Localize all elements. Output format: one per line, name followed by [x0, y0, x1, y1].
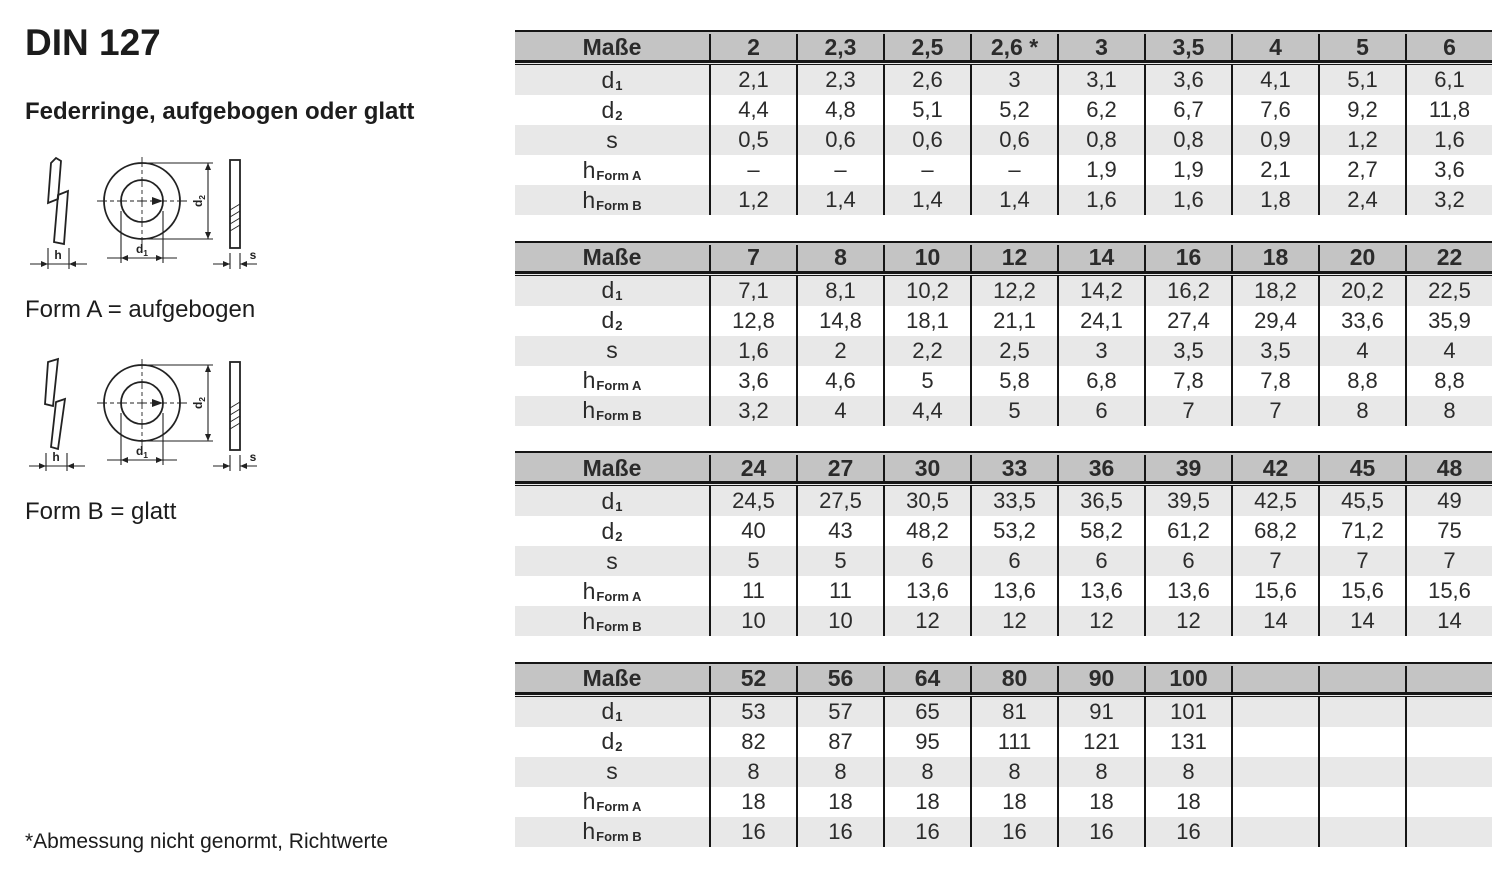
value-cell: 3,5: [1144, 336, 1231, 366]
value-cell: 6,8: [1057, 366, 1144, 396]
size-header-cell: 16: [1144, 245, 1231, 271]
value-cell: 11,8: [1405, 95, 1492, 125]
value-cell: 7: [1231, 396, 1318, 426]
value-cell: [1231, 697, 1318, 727]
table-row: [515, 757, 1492, 787]
size-header-cell: 27: [796, 455, 883, 481]
row-label-cell: d 1: [601, 487, 623, 514]
value-cell: –: [883, 155, 970, 185]
value-cell: 4: [796, 396, 883, 426]
value-cell: 12,8: [709, 306, 796, 336]
value-cell: [1318, 727, 1405, 757]
value-cell: 4: [1405, 336, 1492, 366]
table-row: [515, 306, 1492, 336]
value-cell: 13,6: [970, 576, 1057, 606]
value-cell: 1,9: [1144, 155, 1231, 185]
value-cell: 18: [883, 787, 970, 817]
table-row: [515, 486, 1492, 516]
value-cell: 2,1: [1231, 155, 1318, 185]
value-cell: 16: [1144, 817, 1231, 847]
value-cell: 10: [709, 606, 796, 636]
value-cell: 8: [1057, 757, 1144, 787]
value-cell: 7: [1405, 546, 1492, 576]
value-cell: 33,6: [1318, 306, 1405, 336]
value-cell: 4,8: [796, 95, 883, 125]
size-header-cell: 24: [709, 455, 796, 481]
value-cell: 1,6: [1405, 125, 1492, 155]
tables-column: [515, 30, 1492, 872]
value-cell: [1405, 697, 1492, 727]
value-cell: 3,6: [1144, 65, 1231, 95]
table-row: [515, 366, 1492, 396]
page-title: DIN 127: [25, 22, 161, 63]
value-cell: 18: [709, 787, 796, 817]
value-cell: [1231, 817, 1318, 847]
size-header-cell: 22: [1405, 245, 1492, 271]
row-label-cell: s: [606, 126, 618, 153]
value-cell: –: [709, 155, 796, 185]
value-cell: [1405, 817, 1492, 847]
value-cell: 18: [1057, 787, 1144, 817]
value-cell: 20,2: [1318, 276, 1405, 306]
value-cell: 10,2: [883, 276, 970, 306]
value-cell: 11: [709, 576, 796, 606]
value-cell: 12: [1057, 606, 1144, 636]
value-cell: [1405, 757, 1492, 787]
value-cell: 0,6: [796, 125, 883, 155]
value-cell: 8: [1405, 396, 1492, 426]
value-cell: 58,2: [1057, 516, 1144, 546]
value-cell: 6: [1057, 546, 1144, 576]
size-header-cell: 14: [1057, 245, 1144, 271]
row-label-cell: h Form A: [582, 788, 642, 814]
value-cell: 18,2: [1231, 276, 1318, 306]
value-cell: 2,6: [883, 65, 970, 95]
value-cell: 0,5: [709, 125, 796, 155]
value-cell: [1318, 757, 1405, 787]
value-cell: 1,4: [883, 185, 970, 215]
table-row: [515, 396, 1492, 426]
form-a-cross-section: [230, 160, 240, 248]
value-cell: 5,2: [970, 95, 1057, 125]
size-header-cell: 90: [1057, 666, 1144, 692]
value-cell: 16: [970, 817, 1057, 847]
value-cell: 8,8: [1318, 366, 1405, 396]
value-cell: 8: [796, 757, 883, 787]
value-cell: 4,4: [709, 95, 796, 125]
form-b-side-view: [45, 359, 65, 449]
masse-header-cell: Maße: [582, 455, 642, 481]
value-cell: 24,5: [709, 486, 796, 516]
value-cell: 35,9: [1405, 306, 1492, 336]
left-column: [25, 22, 505, 526]
value-cell: 6: [1144, 546, 1231, 576]
size-header-cell: [1405, 666, 1492, 692]
table-row: [515, 95, 1492, 125]
value-cell: [1318, 817, 1405, 847]
table-header-row: [515, 245, 1492, 274]
value-cell: 3,2: [1405, 185, 1492, 215]
value-cell: 13,6: [1057, 576, 1144, 606]
value-cell: 18: [970, 787, 1057, 817]
size-header-cell: 6: [1405, 34, 1492, 60]
size-header-cell: 4: [1231, 34, 1318, 60]
value-cell: 12: [883, 606, 970, 636]
row-label-cell: d 1: [601, 698, 623, 724]
value-cell: 14,2: [1057, 276, 1144, 306]
value-cell: 12: [1144, 606, 1231, 636]
table-row: [515, 65, 1492, 95]
value-cell: 5,8: [970, 366, 1057, 396]
masse-header-cell: Maße: [582, 34, 642, 60]
table-row: [515, 546, 1492, 576]
size-header-cell: 100: [1144, 666, 1231, 692]
value-cell: 10: [796, 606, 883, 636]
value-cell: 33,5: [970, 486, 1057, 516]
table-row: [515, 155, 1492, 185]
value-cell: 40: [709, 516, 796, 546]
s-dimension-arrows: [223, 463, 247, 469]
value-cell: 1,4: [796, 185, 883, 215]
value-cell: 82: [709, 727, 796, 757]
size-header-cell: 10: [883, 245, 970, 271]
value-cell: 81: [970, 697, 1057, 727]
value-cell: 53,2: [970, 516, 1057, 546]
dim-label-d1: $d_1$: [135, 242, 149, 258]
size-header-cell: 56: [796, 666, 883, 692]
value-cell: 27,4: [1144, 306, 1231, 336]
d1-pointer-arrow: [152, 399, 163, 407]
value-cell: 2,5: [970, 336, 1057, 366]
size-header-cell: 2,3: [796, 34, 883, 60]
dim-label-d2: $d_2$: [191, 194, 207, 208]
value-cell: 18: [796, 787, 883, 817]
value-cell: 14,8: [796, 306, 883, 336]
size-header-cell: [1318, 666, 1405, 692]
value-cell: 4,6: [796, 366, 883, 396]
form-b-technical-drawing: [25, 356, 260, 496]
value-cell: [1318, 787, 1405, 817]
value-cell: 1,4: [970, 185, 1057, 215]
value-cell: 48,2: [883, 516, 970, 546]
value-cell: 14: [1318, 606, 1405, 636]
row-label-cell: h Form B: [582, 186, 642, 213]
value-cell: 5: [970, 396, 1057, 426]
footnote: *Abmessung nicht genormt, Richtwerte: [25, 830, 388, 853]
value-cell: 1,6: [709, 336, 796, 366]
value-cell: 2,4: [1318, 185, 1405, 215]
value-cell: 16: [883, 817, 970, 847]
value-cell: 6,7: [1144, 95, 1231, 125]
value-cell: 0,9: [1231, 125, 1318, 155]
value-cell: 3,1: [1057, 65, 1144, 95]
value-cell: 6,1: [1405, 65, 1492, 95]
value-cell: 5: [883, 366, 970, 396]
value-cell: 12: [970, 606, 1057, 636]
size-header-cell: 3: [1057, 34, 1144, 60]
row-label-cell: s: [606, 758, 618, 784]
value-cell: [1231, 727, 1318, 757]
value-cell: 21,1: [970, 306, 1057, 336]
value-cell: 3,2: [709, 396, 796, 426]
value-cell: 24,1: [1057, 306, 1144, 336]
value-cell: 7,8: [1231, 366, 1318, 396]
value-cell: 14: [1231, 606, 1318, 636]
value-cell: 0,8: [1144, 125, 1231, 155]
value-cell: 16,2: [1144, 276, 1231, 306]
dimension-table-2: [515, 241, 1492, 426]
value-cell: [1231, 787, 1318, 817]
form-a-caption: Form A = aufgebogen: [25, 296, 256, 323]
value-cell: 18,1: [883, 306, 970, 336]
row-label-cell: h Form A: [582, 156, 642, 183]
value-cell: 3,6: [709, 366, 796, 396]
value-cell: 4,4: [883, 396, 970, 426]
row-label-cell: s: [606, 337, 618, 363]
table-row: [515, 576, 1492, 606]
table-row: [515, 817, 1492, 847]
value-cell: 3: [970, 65, 1057, 95]
value-cell: 2,3: [796, 65, 883, 95]
size-header-cell: 45: [1318, 455, 1405, 481]
dim-label-d1: $d_1$: [135, 444, 149, 460]
size-header-cell: 7: [709, 245, 796, 271]
value-cell: 2,7: [1318, 155, 1405, 185]
table-row: [515, 185, 1492, 215]
value-cell: 3: [1057, 336, 1144, 366]
size-header-cell: 42: [1231, 455, 1318, 481]
value-cell: 13,6: [1144, 576, 1231, 606]
row-label-cell: h Form B: [582, 818, 642, 844]
row-label-cell: d 2: [601, 96, 623, 123]
s-dimension-arrows: [223, 261, 247, 267]
row-label-cell: d 1: [601, 66, 623, 93]
value-cell: 15,6: [1231, 576, 1318, 606]
size-header-cell: 52: [709, 666, 796, 692]
table-row: [515, 787, 1492, 817]
value-cell: 8: [883, 757, 970, 787]
table-row: [515, 606, 1492, 636]
table-row: [515, 727, 1492, 757]
size-header-cell: 39: [1144, 455, 1231, 481]
value-cell: 6: [970, 546, 1057, 576]
value-cell: 87: [796, 727, 883, 757]
row-label-cell: d 1: [601, 277, 623, 303]
value-cell: 22,5: [1405, 276, 1492, 306]
value-cell: 5: [796, 546, 883, 576]
row-label-cell: d 2: [601, 728, 623, 754]
value-cell: 5,1: [883, 95, 970, 125]
size-header-cell: 2,6 *: [970, 34, 1057, 60]
table-header-row: [515, 34, 1492, 63]
dim-label-s: s: [249, 248, 257, 262]
value-cell: 8: [1144, 757, 1231, 787]
value-cell: 36,5: [1057, 486, 1144, 516]
masse-header-cell: Maße: [582, 244, 642, 270]
d1-pointer-arrow: [152, 197, 163, 205]
value-cell: 7,8: [1144, 366, 1231, 396]
value-cell: –: [970, 155, 1057, 185]
value-cell: 1,2: [709, 185, 796, 215]
value-cell: 111: [970, 727, 1057, 757]
row-label-cell: h Form B: [582, 397, 642, 423]
value-cell: 49: [1405, 486, 1492, 516]
form-a-side-view: [48, 158, 68, 244]
value-cell: [1405, 787, 1492, 817]
value-cell: 5: [709, 546, 796, 576]
dim-label-h: h: [54, 248, 62, 262]
value-cell: 4: [1318, 336, 1405, 366]
row-label-cell: d 2: [601, 517, 623, 544]
value-cell: 5,1: [1318, 65, 1405, 95]
form-b-figure: [25, 356, 505, 526]
value-cell: 7: [1144, 396, 1231, 426]
dim-label-s: s: [249, 450, 257, 464]
value-cell: 8: [970, 757, 1057, 787]
value-cell: [1405, 727, 1492, 757]
value-cell: 121: [1057, 727, 1144, 757]
row-label-cell: d 2: [601, 307, 623, 333]
value-cell: 1,6: [1144, 185, 1231, 215]
value-cell: 2,2: [883, 336, 970, 366]
table-row: [515, 697, 1492, 727]
row-label-cell: s: [606, 547, 618, 574]
value-cell: 30,5: [883, 486, 970, 516]
value-cell: 65: [883, 697, 970, 727]
masse-header-cell: Maße: [582, 665, 642, 691]
value-cell: 75: [1405, 516, 1492, 546]
row-label-cell: h Form A: [582, 577, 642, 604]
form-b-cross-section: [230, 362, 240, 450]
value-cell: 101: [1144, 697, 1231, 727]
size-header-cell: 8: [796, 245, 883, 271]
table-row: [515, 276, 1492, 306]
value-cell: 6: [1057, 396, 1144, 426]
size-header-cell: 2: [709, 34, 796, 60]
size-header-cell: 64: [883, 666, 970, 692]
value-cell: 0,8: [1057, 125, 1144, 155]
value-cell: 91: [1057, 697, 1144, 727]
value-cell: 45,5: [1318, 486, 1405, 516]
value-cell: 7,6: [1231, 95, 1318, 125]
value-cell: 15,6: [1318, 576, 1405, 606]
value-cell: 0,6: [970, 125, 1057, 155]
value-cell: 14: [1405, 606, 1492, 636]
value-cell: 42,5: [1231, 486, 1318, 516]
value-cell: 61,2: [1144, 516, 1231, 546]
size-header-cell: 48: [1405, 455, 1492, 481]
value-cell: 43: [796, 516, 883, 546]
value-cell: 16: [709, 817, 796, 847]
value-cell: 1,8: [1231, 185, 1318, 215]
dimension-table-1: [515, 30, 1492, 215]
value-cell: 16: [796, 817, 883, 847]
value-cell: 131: [1144, 727, 1231, 757]
table-row: [515, 516, 1492, 546]
value-cell: 1,2: [1318, 125, 1405, 155]
value-cell: 8: [709, 757, 796, 787]
size-header-cell: 33: [970, 455, 1057, 481]
size-header-cell: 30: [883, 455, 970, 481]
value-cell: 2: [796, 336, 883, 366]
value-cell: 15,6: [1405, 576, 1492, 606]
form-a-figure: [25, 154, 505, 324]
table-header-row: [515, 455, 1492, 484]
form-b-caption: Form B = glatt: [25, 498, 177, 525]
value-cell: 7,1: [709, 276, 796, 306]
form-a-technical-drawing: [25, 154, 260, 294]
size-header-cell: 3,5: [1144, 34, 1231, 60]
page-subtitle: Federringe, aufgebogen oder glatt: [25, 98, 415, 125]
table-header-row: [515, 666, 1492, 695]
value-cell: [1231, 757, 1318, 787]
value-cell: 7: [1231, 546, 1318, 576]
value-cell: 29,4: [1231, 306, 1318, 336]
dim-label-d2: $d_2$: [191, 396, 207, 410]
value-cell: 68,2: [1231, 516, 1318, 546]
table-row: [515, 336, 1492, 366]
table-row: [515, 125, 1492, 155]
size-header-cell: 80: [970, 666, 1057, 692]
value-cell: 1,9: [1057, 155, 1144, 185]
value-cell: 1,6: [1057, 185, 1144, 215]
value-cell: 8,8: [1405, 366, 1492, 396]
size-header-cell: 5: [1318, 34, 1405, 60]
value-cell: 3,5: [1231, 336, 1318, 366]
value-cell: 8: [1318, 396, 1405, 426]
dimension-table-4: [515, 662, 1492, 847]
size-header-cell: 20: [1318, 245, 1405, 271]
value-cell: 11: [796, 576, 883, 606]
row-label-cell: h Form B: [582, 607, 642, 634]
value-cell: 7: [1318, 546, 1405, 576]
value-cell: 6,2: [1057, 95, 1144, 125]
value-cell: 71,2: [1318, 516, 1405, 546]
value-cell: 3,6: [1405, 155, 1492, 185]
value-cell: 4,1: [1231, 65, 1318, 95]
value-cell: 16: [1057, 817, 1144, 847]
value-cell: 27,5: [796, 486, 883, 516]
value-cell: –: [796, 155, 883, 185]
value-cell: 9,2: [1318, 95, 1405, 125]
value-cell: 8,1: [796, 276, 883, 306]
dim-label-h: h: [52, 450, 60, 464]
value-cell: 53: [709, 697, 796, 727]
size-header-cell: 36: [1057, 455, 1144, 481]
row-label-cell: h Form A: [582, 367, 642, 393]
value-cell: 6: [883, 546, 970, 576]
value-cell: 12,2: [970, 276, 1057, 306]
value-cell: 2,1: [709, 65, 796, 95]
dimension-table-3: [515, 451, 1492, 636]
value-cell: 57: [796, 697, 883, 727]
size-header-cell: [1231, 666, 1318, 692]
value-cell: 13,6: [883, 576, 970, 606]
size-header-cell: 2,5: [883, 34, 970, 60]
value-cell: 39,5: [1144, 486, 1231, 516]
value-cell: [1318, 697, 1405, 727]
size-header-cell: 18: [1231, 245, 1318, 271]
value-cell: 95: [883, 727, 970, 757]
size-header-cell: 12: [970, 245, 1057, 271]
value-cell: 0,6: [883, 125, 970, 155]
value-cell: 18: [1144, 787, 1231, 817]
